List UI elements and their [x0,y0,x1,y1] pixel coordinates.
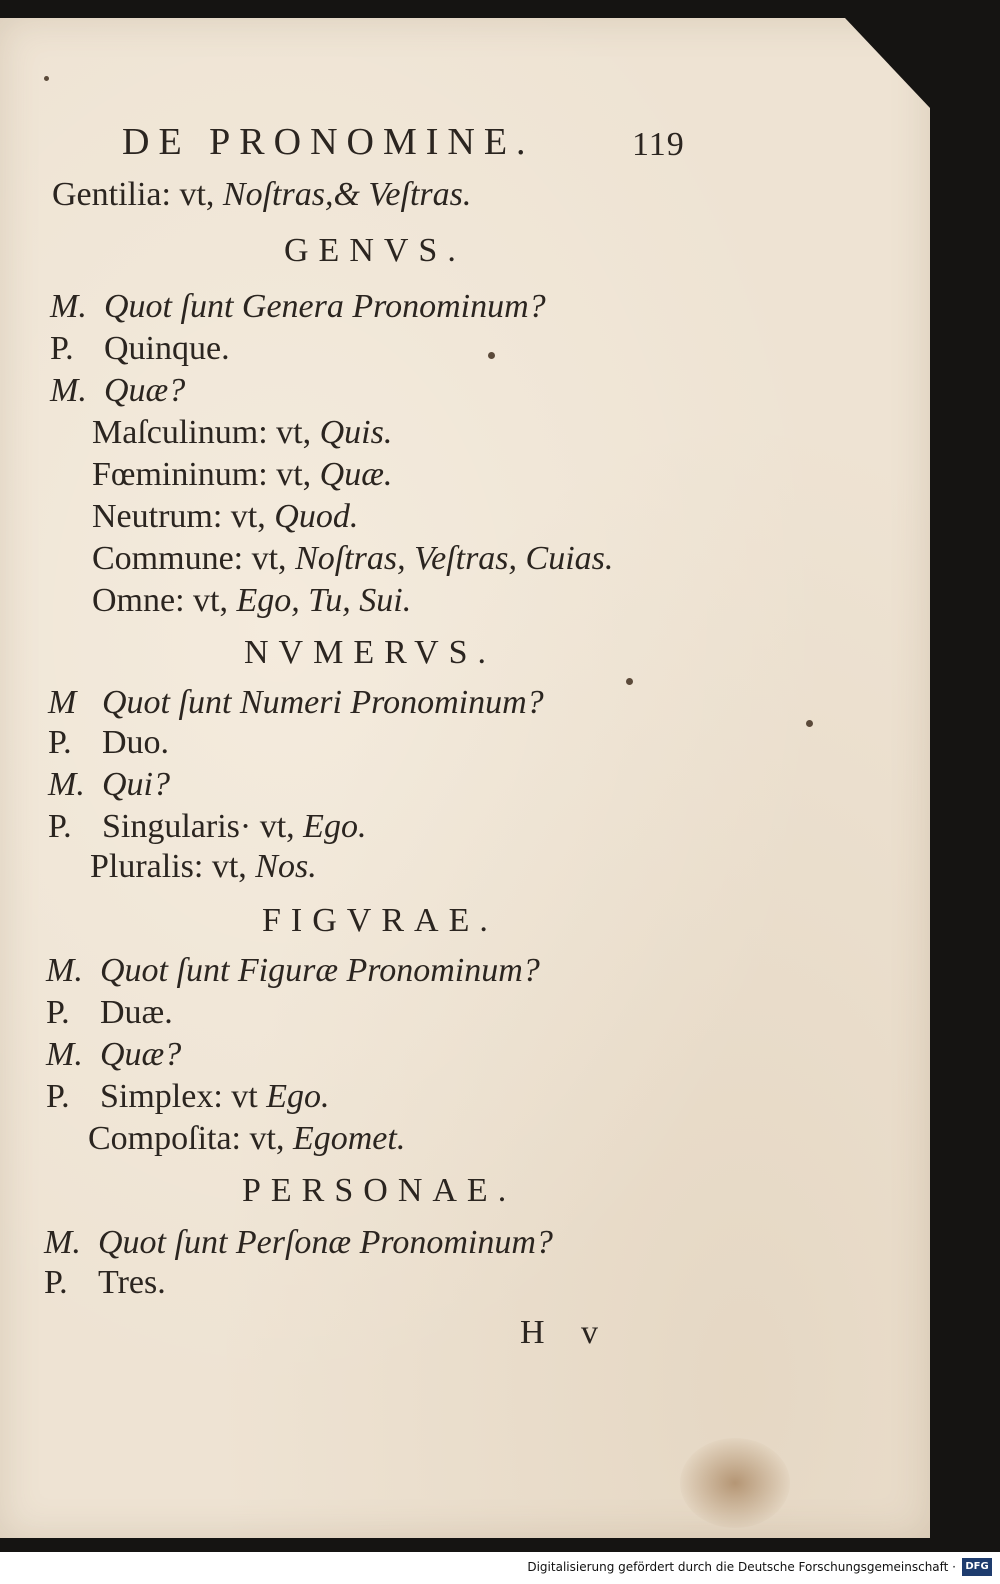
line-italic: Quæ. [319,456,393,493]
speaker-marker: M [48,684,77,721]
dialogue-line [44,1264,166,1302]
speaker-marker: P. [50,330,74,367]
speaker-marker: M. [50,288,87,325]
line-italic: Nos. [255,848,317,885]
section-heading: GENVS. [284,232,466,269]
water-stain [680,1438,790,1528]
line-text: Omne: vt, [92,582,237,619]
speaker-marker: M. [44,1224,81,1261]
speaker-marker: M. [46,952,83,989]
line-italic: Qui? [102,766,170,803]
ink-speck [626,678,633,685]
dialogue-line [92,414,392,452]
line-text: Simplex: vt [100,1078,267,1115]
page-number: 119 [632,126,685,163]
dialogue-line [92,456,392,494]
line-text: Maſculinum: vt, [92,414,320,451]
line-text: Neutrum: vt, [92,498,275,535]
ink-speck [44,76,49,81]
ink-speck [806,720,813,727]
line-italic: Noſtras, Veſtras, Cuias. [295,540,614,577]
line-text: Tres. [98,1264,166,1301]
line-text: Pluralis: vt, [90,848,256,885]
dialogue-line [92,498,358,536]
line-italic: Quot ſunt Perſonæ Pronominum? [98,1224,553,1261]
intro-italic: Noſtras,& Veſtras. [222,176,472,213]
dialogue-line [46,952,540,990]
line-text: Compoſita: vt, [88,1120,293,1157]
line-text: Singularis· vt, [102,808,304,845]
dialogue-line [50,288,546,326]
section-heading: PERSONAE. [242,1172,517,1209]
funding-credit: Digitalisierung gefördert durch die Deutsche Forschungsgemeinschaft · [527,1560,956,1574]
speaker-marker: P. [46,1078,70,1115]
speaker-marker: P. [46,994,70,1031]
line-italic: Quot ſunt Figuræ Pronominum? [100,952,540,989]
line-italic: Quot ſunt Numeri Pronominum? [102,684,544,721]
speaker-marker: P. [48,808,72,845]
ink-speck [488,352,495,359]
intro-line [52,176,471,214]
speaker-marker: P. [48,724,72,761]
dialogue-line [48,766,170,804]
line-italic: Ego. [303,808,367,845]
section-heading: NVMERVS. [244,634,497,671]
section-heading: FIGVRAE. [262,902,498,939]
dialogue-line [92,582,411,620]
dialogue-line [46,1078,330,1116]
dialogue-line [48,808,366,846]
page-header: DE PRONOMINE. [122,121,535,163]
line-italic: Egomet. [292,1120,406,1157]
line-text: Commune: vt, [92,540,296,577]
dfg-logo: DFG [962,1558,992,1576]
dialogue-line [92,540,613,578]
line-text: Fœmininum: vt, [92,456,320,493]
line-italic: Ego, Tu, Sui. [236,582,412,619]
dialogue-line [48,724,169,762]
signature-mark: H v [520,1314,613,1351]
line-italic: Quæ? [100,1036,182,1073]
dialogue-line [88,1120,405,1158]
line-text: Duæ. [100,994,173,1031]
line-text: Duo. [102,724,170,761]
dialogue-line [50,372,185,410]
line-italic: Quod. [274,498,359,535]
speaker-marker: M. [48,766,85,803]
line-italic: Quot ſunt Genera Pronominum? [104,288,546,325]
dialogue-line [48,684,544,722]
dialogue-line [46,1036,181,1074]
dialogue-line [44,1224,553,1262]
speaker-marker: M. [46,1036,83,1073]
dialogue-line [50,330,230,368]
line-text: Quinque. [104,330,230,367]
intro-text: Gentilia: vt, [52,176,223,213]
dialogue-line [46,994,173,1032]
digitization-footer [0,1552,1000,1584]
speaker-marker: P. [44,1264,68,1301]
speaker-marker: M. [50,372,87,409]
line-italic: Quæ? [104,372,186,409]
line-italic: Quis. [319,414,393,451]
dialogue-line [90,848,317,886]
line-italic: Ego. [266,1078,330,1115]
